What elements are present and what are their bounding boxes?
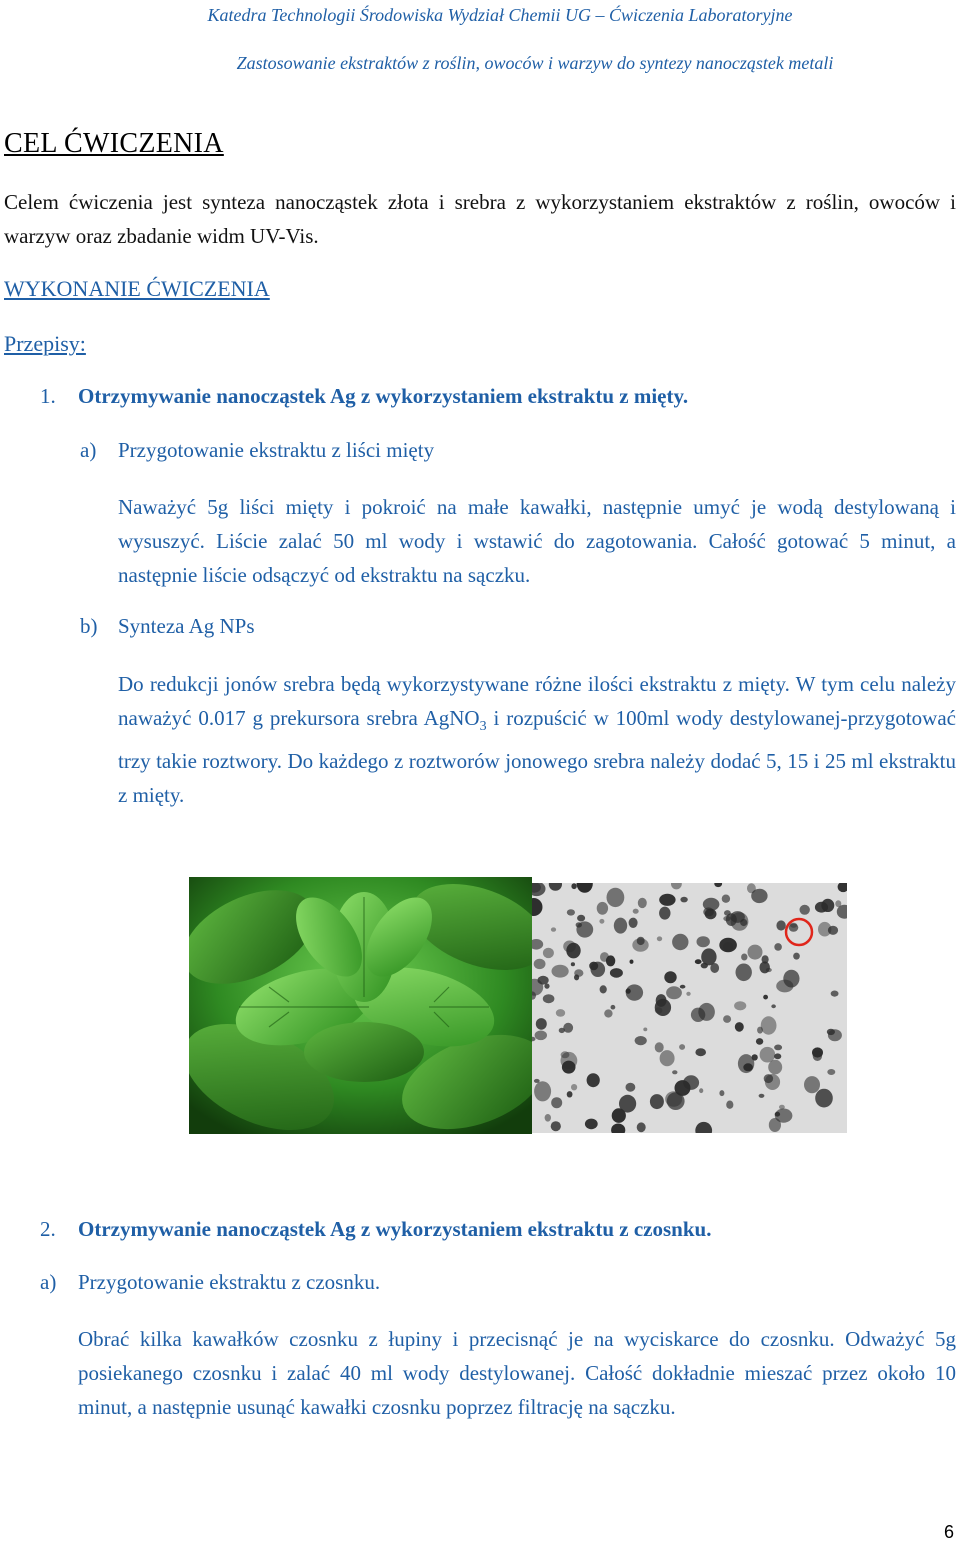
nanoparticle bbox=[657, 936, 662, 941]
nanoparticle bbox=[604, 1009, 612, 1017]
nanoparticle bbox=[697, 936, 710, 947]
nanoparticle bbox=[768, 1060, 782, 1075]
nanoparticle bbox=[567, 909, 575, 915]
header-line-2: Zastosowanie ekstraktów z roślin, owoców i warzyw do syntezy nanocząstek metali bbox=[236, 53, 834, 73]
nanoparticle bbox=[574, 969, 583, 977]
nanoparticle bbox=[637, 1122, 646, 1132]
nanoparticle bbox=[650, 1094, 664, 1109]
step1-b-label: b) bbox=[80, 614, 98, 638]
nanoparticle bbox=[556, 1009, 565, 1017]
nanoparticle bbox=[771, 1004, 776, 1008]
nanoparticle bbox=[723, 916, 731, 921]
nanoparticle bbox=[638, 898, 647, 908]
nanoparticle bbox=[722, 895, 730, 903]
nanoparticle bbox=[656, 994, 667, 1007]
nanoparticle bbox=[630, 960, 634, 964]
nanoparticle bbox=[543, 994, 555, 1003]
nanoparticle bbox=[633, 909, 639, 914]
nanoparticle bbox=[552, 965, 569, 978]
nanoparticle bbox=[835, 900, 841, 907]
step1-b-text-part1: Do redukcji jonów srebra będą wykorzystywane różne ilości ekstraktu z mięty. W tym celu należy naważyć 0.017 g prekursora srebra AgNO bbox=[118, 672, 956, 730]
step2-a-text: Obrać kilka kawałków czosnku z łupiny i przecisnąć je na wyciskarce do czosnku. Odważyć 5g posiekanego czosnku i zalać 40 ml wody destylowanej. Całość dokładnie mieszać przez około 10 minut, a następnie usunąć kawałki czosnku poprzez filtrację na sączku. bbox=[78, 1327, 956, 1419]
step1-title: Otrzymywanie nanocząstek Ag z wykorzystaniem ekstraktu z mięty. bbox=[78, 384, 689, 408]
nanoparticle bbox=[686, 992, 690, 996]
nanoparticle bbox=[734, 1001, 746, 1010]
nanoparticle bbox=[600, 985, 607, 993]
nanoparticle bbox=[643, 1028, 647, 1032]
nanoparticle bbox=[800, 905, 810, 915]
nanoparticle bbox=[783, 970, 799, 988]
nanoparticle bbox=[821, 899, 834, 912]
step1-a-title: Przygotowanie ekstraktu z liści mięty bbox=[118, 438, 435, 462]
nanoparticle bbox=[632, 938, 648, 952]
nanoparticle bbox=[827, 1029, 835, 1035]
nanoparticle bbox=[534, 1081, 551, 1101]
nanoparticle bbox=[774, 943, 782, 951]
nanoparticle bbox=[765, 1074, 780, 1090]
nanoparticle bbox=[695, 959, 702, 964]
nanoparticle bbox=[612, 1108, 626, 1123]
step1-a-text: Naważyć 5g liści mięty i pokroić na małe kawałki, następnie umyć je wodą destylowaną i wysuszyć. Liście zalać 50 ml wody i wstawić do zagotowania. Całość gotować 5 minut, a następnie liście odsączyć od ekstraktu na sączku. bbox=[118, 495, 956, 587]
nanoparticle bbox=[551, 927, 556, 931]
nanoparticle bbox=[723, 1015, 731, 1023]
step2-number: 2. bbox=[40, 1217, 56, 1241]
nanoparticle bbox=[680, 897, 687, 903]
nanoparticle bbox=[611, 1005, 616, 1010]
tem-micrograph bbox=[532, 883, 847, 1133]
nanoparticle bbox=[626, 1083, 636, 1092]
nanoparticle bbox=[666, 986, 682, 999]
nanoparticle bbox=[635, 1036, 647, 1045]
nanoparticle bbox=[724, 910, 731, 916]
nanoparticle bbox=[629, 918, 638, 928]
nanoparticle bbox=[536, 1018, 547, 1030]
nanoparticle bbox=[815, 1089, 833, 1108]
nanoparticle bbox=[679, 1044, 685, 1050]
nanoparticle bbox=[562, 1061, 576, 1074]
nanoparticle bbox=[761, 1016, 777, 1034]
nanoparticle bbox=[599, 919, 604, 924]
mint-leaves-photo bbox=[189, 877, 532, 1134]
nanoparticle bbox=[818, 922, 831, 937]
step2-title: Otrzymywanie nanocząstek Ag z wykorzystaniem ekstraktu z czosnku. bbox=[78, 1217, 712, 1241]
tem-nanoparticles-image bbox=[532, 883, 847, 1133]
nanoparticle bbox=[567, 1091, 573, 1097]
header-line-1: Katedra Technologii Środowiska Wydział Chemii UG – Ćwiczenia Laboratoryjne bbox=[207, 5, 793, 25]
nanoparticle bbox=[659, 894, 675, 906]
nanoparticle bbox=[741, 954, 747, 961]
nanoparticle bbox=[735, 1022, 744, 1032]
nanoparticle bbox=[736, 964, 752, 982]
nanoparticle bbox=[587, 1073, 600, 1087]
nanoparticle bbox=[760, 1047, 776, 1063]
step1-number: 1. bbox=[40, 384, 56, 408]
nanoparticle bbox=[577, 915, 585, 922]
nanoparticle bbox=[660, 1050, 675, 1066]
recipes-label: Przepisy: bbox=[4, 331, 86, 356]
nanoparticle bbox=[793, 953, 800, 960]
nanoparticle bbox=[776, 920, 785, 930]
nanoparticle bbox=[699, 1088, 703, 1093]
nanoparticle bbox=[626, 988, 631, 993]
nanoparticle bbox=[571, 1084, 577, 1090]
nanoparticle bbox=[705, 909, 717, 920]
nanoparticle bbox=[747, 883, 756, 893]
step2-a-title: Przygotowanie ekstraktu z czosnku. bbox=[78, 1270, 381, 1294]
nanoparticle bbox=[571, 883, 576, 889]
step2-a-label: a) bbox=[40, 1270, 57, 1294]
nanoparticle bbox=[551, 1121, 561, 1131]
nanoparticle bbox=[726, 1101, 733, 1109]
nanoparticle bbox=[719, 1090, 724, 1096]
nanoparticle bbox=[775, 1112, 780, 1117]
nanoparticle bbox=[813, 1050, 822, 1061]
nanoparticle bbox=[675, 1080, 691, 1096]
nanoparticle bbox=[763, 995, 768, 1000]
mint-leaves-image bbox=[189, 877, 532, 1134]
nanoparticle bbox=[664, 971, 676, 983]
step1-b-text-subscript: 3 bbox=[479, 719, 487, 735]
nanoparticle bbox=[659, 907, 670, 920]
procedure-title: WYKONANIE ĆWICZENIA bbox=[4, 276, 270, 301]
step1-b-title: Synteza Ag NPs bbox=[118, 614, 255, 638]
nanoparticle bbox=[571, 962, 575, 966]
nanoparticle bbox=[831, 991, 839, 997]
nanoparticle bbox=[774, 1045, 782, 1051]
nanoparticle bbox=[607, 888, 625, 907]
nanoparticle bbox=[698, 1003, 715, 1021]
goal-title: CEL ĆWICZENIA bbox=[4, 128, 224, 159]
nanoparticle bbox=[748, 945, 763, 960]
nanoparticle bbox=[589, 962, 598, 971]
nanoparticle bbox=[585, 1119, 598, 1130]
nanoparticle bbox=[534, 959, 546, 969]
nanoparticle bbox=[576, 921, 593, 937]
step1-a-label: a) bbox=[80, 438, 97, 462]
goal-text: Celem ćwiczenia jest synteza nanocząstek złota i srebra z wykorzystaniem ekstraktów z roślin, owoców i warzyw oraz zbadanie widm UV-Vis. bbox=[4, 190, 956, 248]
nanoparticle bbox=[606, 955, 615, 966]
nanoparticle bbox=[545, 1114, 551, 1122]
nanoparticle bbox=[551, 1097, 562, 1108]
nanoparticle bbox=[827, 1069, 835, 1075]
nanoparticle bbox=[563, 941, 576, 953]
nanoparticle bbox=[769, 1118, 781, 1132]
nanoparticle bbox=[534, 1079, 540, 1083]
nanoparticle bbox=[723, 942, 733, 951]
nanoparticle bbox=[738, 1054, 754, 1073]
step1-b-text bbox=[118, 667, 956, 812]
nanoparticle bbox=[543, 948, 554, 958]
nanoparticle bbox=[701, 948, 716, 965]
page-number: 6 bbox=[943, 1522, 954, 1542]
nanoparticle bbox=[535, 1031, 547, 1041]
nanoparticle bbox=[710, 963, 719, 973]
nanoparticle bbox=[672, 934, 688, 950]
nanoparticle bbox=[680, 985, 686, 989]
nanoparticle bbox=[672, 1070, 677, 1074]
step1-b-text-part2: i rozpuścić w 100ml wody destylowanej-przygotować trzy takie roztwory. Do każdego z roztworów jonowego srebra należy dodać 5, 15 i 25 ml ekstraktu z mięty. bbox=[118, 706, 956, 808]
nanoparticle bbox=[655, 1007, 663, 1013]
nanoparticle bbox=[597, 902, 608, 915]
nanoparticle bbox=[789, 923, 799, 931]
nanoparticle bbox=[695, 1048, 706, 1056]
nanoparticle bbox=[756, 1038, 763, 1045]
nanoparticle bbox=[614, 918, 627, 934]
nanoparticle bbox=[563, 1023, 573, 1033]
nanoparticle bbox=[655, 1042, 664, 1052]
nanoparticle bbox=[804, 1076, 820, 1093]
nanoparticle bbox=[610, 968, 623, 978]
nanoparticle bbox=[762, 955, 769, 963]
nanoparticle bbox=[759, 1094, 765, 1098]
nanoparticle bbox=[766, 968, 772, 972]
